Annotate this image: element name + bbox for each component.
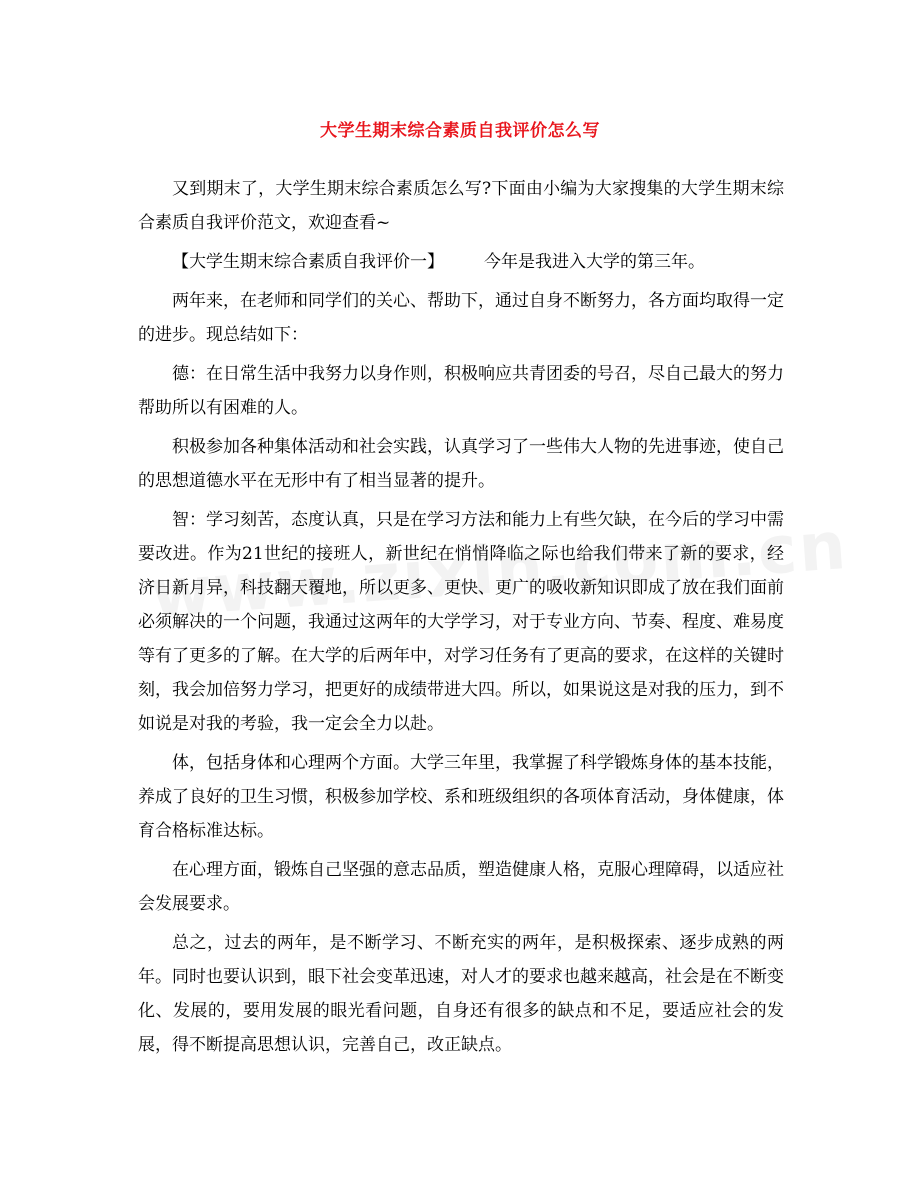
body-paragraph: 在心理方面，锻炼自己坚强的意志品质，塑造健康人格，克服心理障碍，以适应社会发展要求。 (138, 860, 784, 914)
section-heading-line (138, 245, 784, 279)
body-paragraph: 德：在日常生活中我努力以身作则，积极响应共青团委的号召，尽自己最大的努力帮助所以有困难的人。 (138, 364, 784, 418)
section-lead: 今年是我进入大学的第三年。 (484, 252, 705, 272)
document-body (138, 172, 784, 1067)
body-paragraph: 积极参加各种集体活动和社会实践，认真学习了一些伟大人物的先进事迹，使自己的思想道德水平在无形中有了相当显著的提升。 (138, 437, 784, 491)
intro-paragraph: 又到期末了，大学生期末综合素质怎么写?下面由小编为大家搜集的大学生期末综合素质自我评价范文，欢迎查看~ (138, 179, 784, 233)
section-heading: 【大学生期末综合素质自我评价一】 (172, 252, 444, 272)
body-paragraph: 体，包括身体和心理两个方面。大学三年里，我掌握了科学锻炼身体的基本技能，养成了良好的卫生习惯，积极参加学校、系和班级组织的各项体育活动，身体健康，体育合格标准达标。 (138, 753, 784, 841)
body-paragraph: 总之，过去的两年，是不断学习、不断充实的两年，是积极探索、逐步成熟的两年。同时也要认识到，眼下社会变革迅速，对人才的要求也越来越高，社会是在不断变化、发展的，要用发展的眼光看问题，自身还有很多的缺点和不足，要适应社会的发展，得不断提高思想认识，完善自己，改正缺点。 (138, 933, 784, 1055)
body-paragraph: 两年来，在老师和同学们的关心、帮助下，通过自身不断努力，各方面均取得一定的进步。现总结如下： (138, 291, 784, 345)
document-title: 大学生期末综合素质自我评价怎么写 (320, 121, 600, 141)
body-paragraph: 智：学习刻苦，态度认真，只是在学习方法和能力上有些欠缺，在今后的学习中需要改进。作为21世纪的接班人，新世纪在悄悄降临之际也给我们带来了新的要求，经济日新月异，科技翻天覆地，所以更多、更快、更广的吸收新知识即成了放在我们面前必须解决的一个问题，我通过这两年的大学学习，对于专业方向、节奏、程度、难易度等有了更多的了解。在大学的后两年中，对学习任务有了更高的要求，在这样的关键时刻，我会加倍努力学习，把更好的成绩带进大四。所以，如果说这是对我的压力，到不如说是对我的考验，我一定会全力以赴。 (138, 510, 784, 734)
